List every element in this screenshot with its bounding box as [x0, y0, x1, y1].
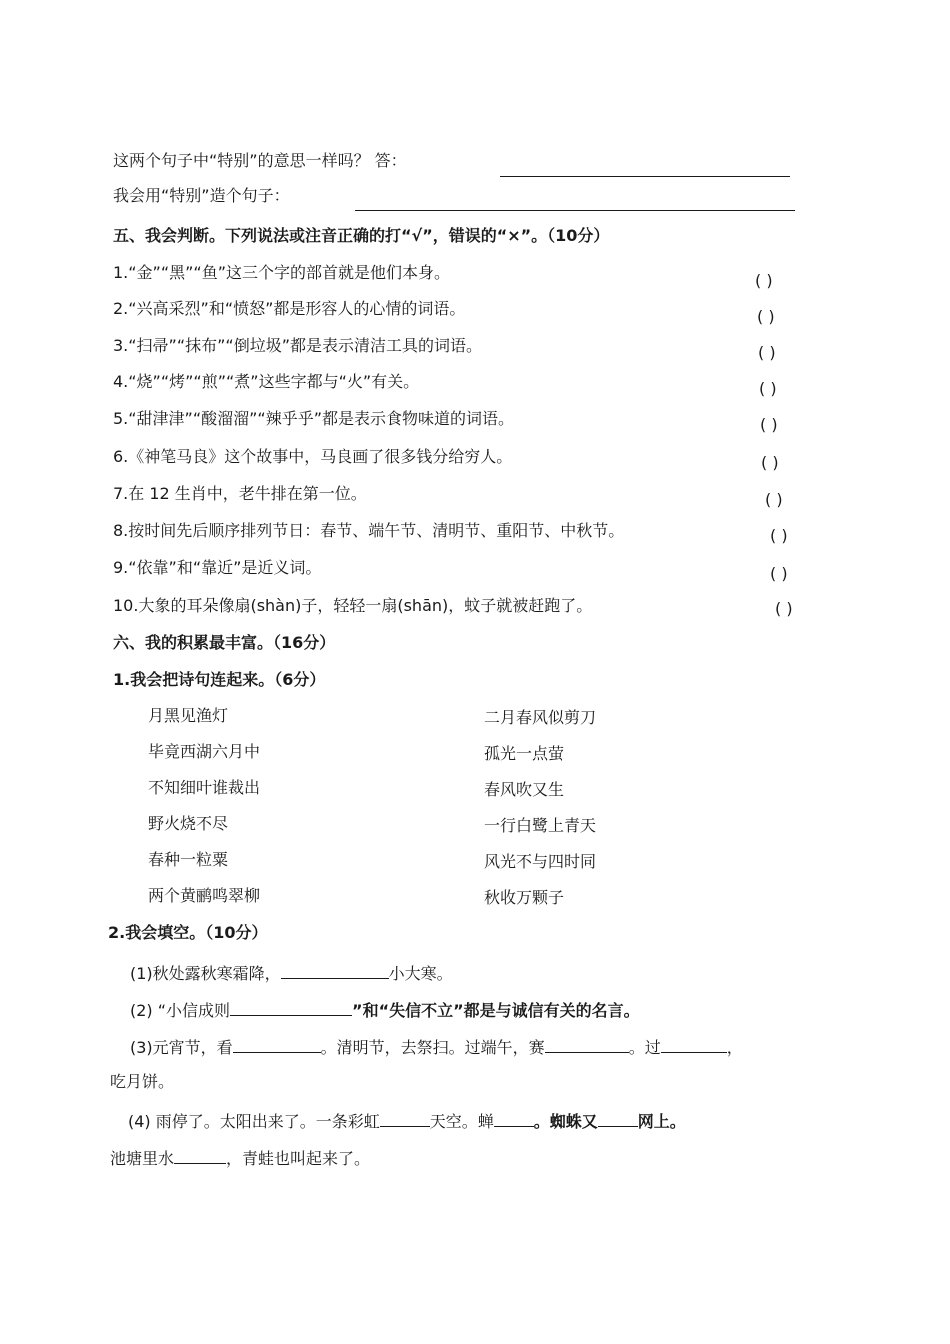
- fill-item-4-middle: 天空。蝉: [429, 1112, 494, 1131]
- fill-item-3-cont: 吃月饼。: [110, 1072, 175, 1091]
- fill-item-2: [130, 997, 640, 1022]
- poem-right-5[interactable]: 风光不与四时同: [484, 852, 597, 871]
- poem-right-3[interactable]: 春风吹又生: [484, 780, 565, 799]
- fill-item-4-pond: 池塘里水: [110, 1149, 175, 1168]
- fill-item-2-suffix: ”和“失信不立”都是与诚信有关的名言。: [352, 1001, 640, 1020]
- poem-left-1[interactable]: 月黑见渔灯: [148, 706, 229, 725]
- poem-left-4[interactable]: 野火烧不尽: [148, 814, 229, 833]
- fill-item-3-comma: ，: [726, 1038, 743, 1057]
- fill-blank-4c[interactable]: [598, 1108, 638, 1127]
- judge-paren-5[interactable]: ( ): [760, 415, 778, 434]
- judge-item-9: 9.“依靠”和“靠近”是近义词。: [113, 558, 322, 577]
- section6-heading: 六、我的积累最丰富。（16分）: [113, 633, 336, 652]
- question-meaning: [113, 150, 407, 172]
- question-meaning-text: 这两个句子中“特别”的意思一样吗？ 答：: [113, 151, 407, 170]
- judge-item-5: 5.“甜津津”“酸溜溜”“辣乎乎”都是表示食物味道的词语。: [113, 409, 515, 428]
- section5-heading: 五、我会判断。下列说法或注音正确的打“√”，错误的“×”。（10分）: [113, 226, 610, 245]
- poem-left-6[interactable]: 两个黄鹂鸣翠柳: [148, 886, 261, 905]
- judge-paren-10[interactable]: ( ): [775, 599, 793, 618]
- poem-right-6[interactable]: 秋收万颗子: [484, 888, 565, 907]
- fill-item-4: [128, 1108, 686, 1133]
- fill-blank-4d[interactable]: [174, 1145, 226, 1164]
- judge-item-10: 10.大象的耳朵像扇(shàn)子，轻轻一扇(shān)，蚊子就被赶跑了。: [113, 596, 593, 615]
- answer-line-meaning[interactable]: [500, 176, 790, 177]
- poem-right-4[interactable]: 一行白鹭上青天: [484, 816, 597, 835]
- judge-item-8: 8.按时间先后顺序排列节日：春节、端午节、清明节、重阳节、中秋节。: [113, 521, 625, 540]
- poem-match-heading: 1.我会把诗句连起来。（6分）: [113, 670, 326, 689]
- fill-item-1: [130, 960, 453, 985]
- question-make-sentence: [113, 185, 290, 207]
- poem-left-3[interactable]: 不知细叶谁裁出: [148, 778, 261, 797]
- fill-blank-4a[interactable]: [380, 1108, 430, 1127]
- fill-item-1-prefix: (1)秋处露秋寒霜降，: [130, 964, 281, 983]
- fill-item-3-prefix: (3)元宵节，看: [130, 1038, 233, 1057]
- judge-item-6: 6.《神笔马良》这个故事中，马良画了很多钱分给穷人。: [113, 447, 513, 466]
- judge-paren-4[interactable]: ( ): [759, 379, 777, 398]
- question-make-sentence-text: 我会用“特别”造个句子：: [113, 186, 290, 205]
- fill-blank-3b[interactable]: [545, 1034, 629, 1053]
- fill-blank-heading: 2.我会填空。（10分）: [108, 923, 268, 942]
- judge-item-1: 1.“金”“黑”“鱼”这三个字的部首就是他们本身。: [113, 263, 451, 282]
- judge-paren-6[interactable]: ( ): [761, 453, 779, 472]
- fill-item-4-cont: [110, 1145, 370, 1170]
- fill-item-3-middle: 。清明节，去祭扫。过端午，赛: [320, 1038, 545, 1057]
- answer-line-sentence[interactable]: [355, 210, 795, 211]
- fill-blank-1[interactable]: [281, 960, 389, 979]
- judge-paren-8[interactable]: ( ): [770, 526, 788, 545]
- fill-blank-4b[interactable]: [494, 1108, 534, 1127]
- judge-paren-1[interactable]: ( ): [755, 271, 773, 290]
- fill-item-4-end: 网上。: [637, 1112, 686, 1131]
- fill-item-4-spider: 。蜘蛛又: [533, 1112, 598, 1131]
- judge-item-3: 3.“扫帚”“抹布”“倒垃圾”都是表示清洁工具的词语。: [113, 336, 483, 355]
- fill-blank-2[interactable]: [230, 997, 352, 1016]
- fill-item-4-prefix: (4) 雨停了。太阳出来了。一条彩虹: [128, 1112, 380, 1131]
- judge-paren-3[interactable]: ( ): [758, 343, 776, 362]
- judge-paren-2[interactable]: ( ): [757, 307, 775, 326]
- fill-item-3-guo: 。过: [628, 1038, 661, 1057]
- judge-paren-9[interactable]: ( ): [770, 564, 788, 583]
- poem-right-2[interactable]: 孤光一点萤: [484, 744, 565, 763]
- poem-left-5[interactable]: 春种一粒粟: [148, 850, 229, 869]
- poem-left-2[interactable]: 毕竟西湖六月中: [148, 742, 261, 761]
- judge-paren-7[interactable]: ( ): [765, 490, 783, 509]
- fill-item-3: [130, 1034, 743, 1059]
- judge-item-2: 2.“兴高采烈”和“愤怒”都是形容人的心情的词语。: [113, 299, 466, 318]
- fill-item-4-frog: ，青蛙也叫起来了。: [226, 1149, 371, 1168]
- fill-blank-3a[interactable]: [233, 1034, 321, 1053]
- judge-item-4: 4.“烧”“烤”“煎”“煮”这些字都与“火”有关。: [113, 372, 420, 391]
- fill-item-2-prefix: (2) “小信成则: [130, 1001, 231, 1020]
- fill-blank-3c[interactable]: [661, 1034, 727, 1053]
- fill-item-1-suffix: 小大寒。: [388, 964, 453, 983]
- judge-item-7: 7.在 12 生肖中，老牛排在第一位。: [113, 484, 367, 503]
- poem-right-1[interactable]: 二月春风似剪刀: [484, 708, 597, 727]
